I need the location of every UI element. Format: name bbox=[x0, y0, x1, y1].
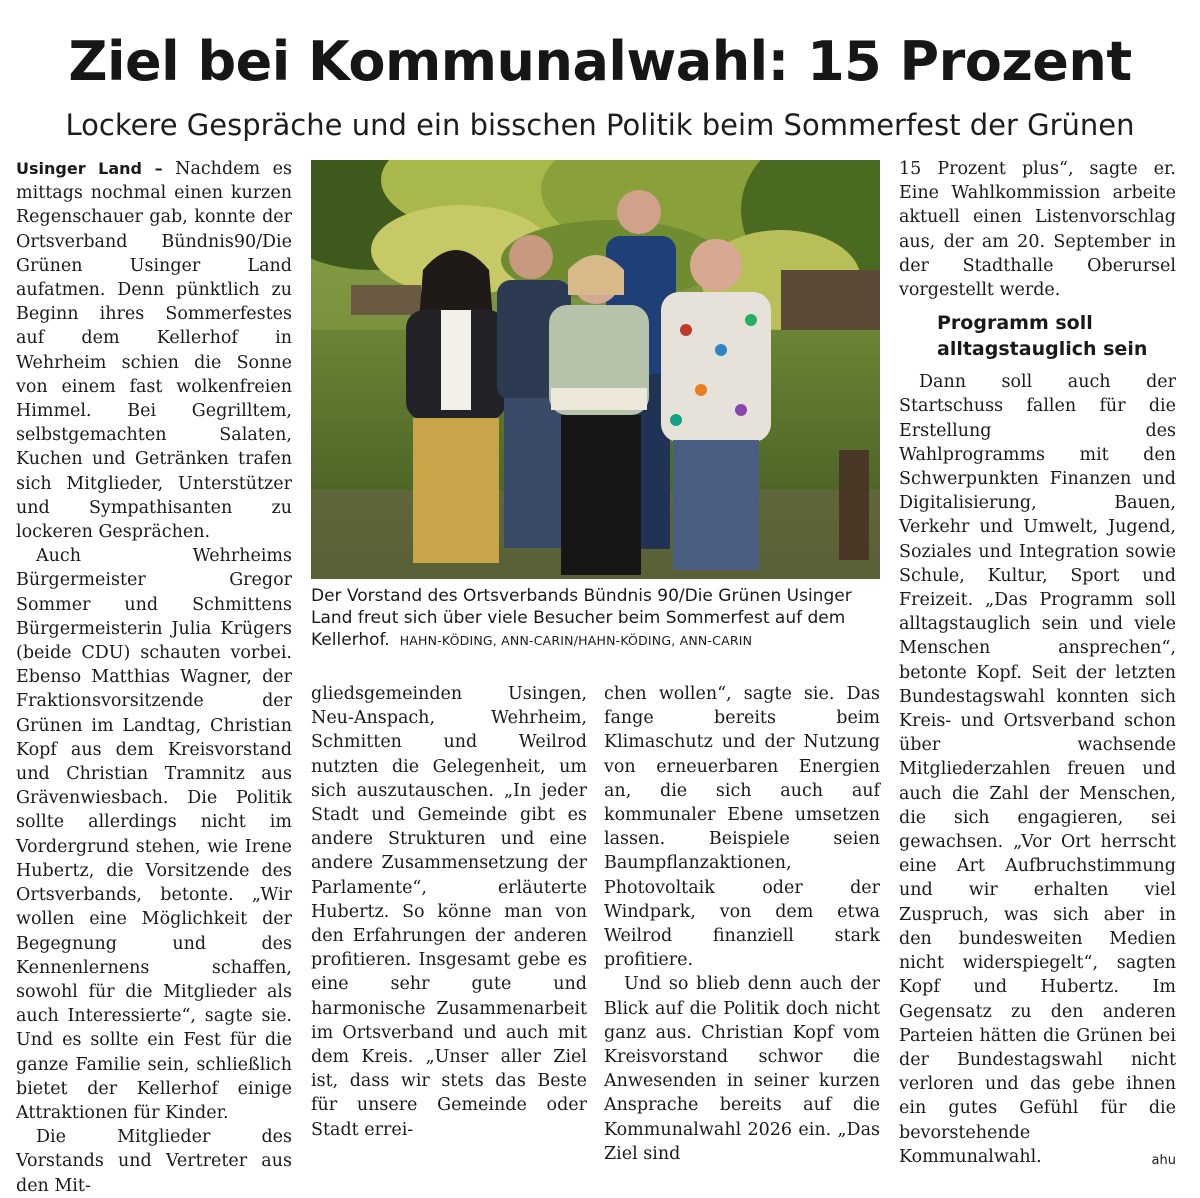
column-2 bbox=[311, 682, 587, 1142]
section-subheading: Programm soll alltagstauglich sein bbox=[937, 312, 1148, 361]
paragraph: Die Mitglieder des Vorstands und Vertreter aus den Mit- bbox=[16, 1127, 292, 1196]
photo-caption bbox=[311, 585, 880, 652]
group-photo-image bbox=[311, 160, 880, 579]
paragraph-text: Nachdem es mittags nochmal einen kurzen Regenschauer gab, konnte der Ortsverband Bündnis90/Die Grünen Usinger Land aufatmen. Denn pünktlich zu Beginn ihres Sommerfestes auf dem Kellerhof in Wehrheim schien die Sonne von einem fast wolkenfreien Himmel. Bei Gegrilltem, selbstgemachten Salaten, Kuchen und Getränken trafen sich Mitglieder, Unterstützer und Sympathisanten zu lockeren Gesprächen. bbox=[16, 159, 292, 543]
caption-text: Der Vorstand des Ortsverbands Bündnis 90/Die Grünen Usinger Land freut sich über viele Besucher beim Sommerfest auf dem Kellerhof. bbox=[311, 586, 852, 650]
author-initials: ahu bbox=[1151, 1152, 1176, 1168]
subheadline: Lockere Gespräche und ein bisschen Politik beim Sommerfest der Grünen bbox=[65, 108, 1135, 142]
paragraph: gliedsgemeinden Usingen, Neu-Anspach, Wehrheim, Schmitten und Weilrod nutzten die Gelegenheit, um sich auszutauschen. „In jeder Stadt und Gemeinde gibt es andere Strukturen und eine andere Zusammensetzung der Parlamente“, erläuterte Hubertz. So könne man von den Erfahrungen der anderen profitieren. Insgesamt gebe es eine sehr gute und harmonische Zusammenarbeit im Ortsverband und auch mit dem Kreis. „Unser aller Ziel ist, dass wir stets das Beste für unsere Gemeinde oder Stadt errei- bbox=[311, 684, 587, 1140]
column-4 bbox=[899, 157, 1176, 1173]
dateline: Usinger Land – bbox=[16, 159, 163, 178]
photo-credit: HAHN-KÖDING, ANN-CARIN/HAHN-KÖDING, ANN-CARIN bbox=[399, 633, 753, 648]
column-1 bbox=[16, 157, 292, 1198]
paragraph bbox=[16, 157, 292, 544]
paragraph: chen wollen“, sagte sie. Das fange bereits beim Klimaschutz und der Nutzung von erneuerbaren Energien an, die sich auch auf kommunaler Ebene umsetzen lassen. Beispiele seien Baumpflanzaktionen, Photovoltaik oder der Windpark, von dem etwa Weilrod finanziell stark profitiere. bbox=[604, 684, 880, 971]
headline: Ziel bei Kommunalwahl: 15 Prozent bbox=[68, 30, 1132, 93]
paragraph bbox=[899, 370, 1176, 1169]
paragraph: Und so blieb denn auch der Blick auf die Politik doch nicht ganz aus. Christian Kopf vom Kreisvorstand schwor die Anwesenden in seiner kurzen Ansprache bereits auf die Kommunalwahl 2026 ein. „Das Ziel sind bbox=[604, 974, 880, 1164]
paragraph: 15 Prozent plus“, sagte er. Eine Wahlkommission arbeite aktuell einen Listenvorschlag aus, der am 20. September in der Stadthalle Oberursel vorgestellt werde. bbox=[899, 159, 1176, 301]
paragraph-text: Dann soll auch der Startschuss fallen für die Erstellung des Wahlprogramms mit den Schwerpunkten Finanzen und Digitalisierung, Bauen, Verkehr und Umwelt, Jugend, Soziales und Integration sowie Schule, Kultur, Sport und Freizeit. „Das Programm soll alltagstauglich sein und viele Menschen ansprechen“, betonte Kopf. Seit der letzten Bundestagswahl konnten sich Kreis- und Ortsverband schon über wachsende Mitgliederzahlen freuen und auch die Zahl der Menschen, die sich engagieren, sei gewachsen. „Vor Ort herrscht eine Art Aufbruchstimmung und wir erhalten viel Zuspruch, was sich aber in den bundesweiten Medien nicht widerspiegelt“, sagten Kopf und Hubertz. Im Gegensatz zu den anderen Parteien hätten die Grünen bei der Bundestagswahl nicht verloren und das gebe ihnen ein gutes Gefühl für die bevorstehende Kommunalwahl. bbox=[899, 372, 1176, 1167]
column-3 bbox=[604, 682, 880, 1166]
group-photo bbox=[311, 160, 880, 579]
paragraph: Auch Wehrheims Bürgermeister Gregor Sommer und Schmittens Bürgermeisterin Julia Krügers (beide CDU) schauten vorbei. Ebenso Matthias Wagner, der Fraktionsvorsitzende der Grünen im Landtag, Christian Kopf aus dem Kreisvorstand und Christian Tramnitz aus Grävenwiesbach. Die Politik sollte allerdings nicht im Vordergrund stehen, wie Irene Hubertz, die Vorsitzende des Ortsverbands, betonte. „Wir wollen eine Möglichkeit der Begegnung und des Kennenlernens schaffen, sowohl für die Mitglieder als auch Interessierte“, sagte sie. Und es sollte ein Fest für die ganze Familie sein, schließlich bietet der Kellerhof einige Attraktionen für Kinder. bbox=[16, 546, 292, 1123]
